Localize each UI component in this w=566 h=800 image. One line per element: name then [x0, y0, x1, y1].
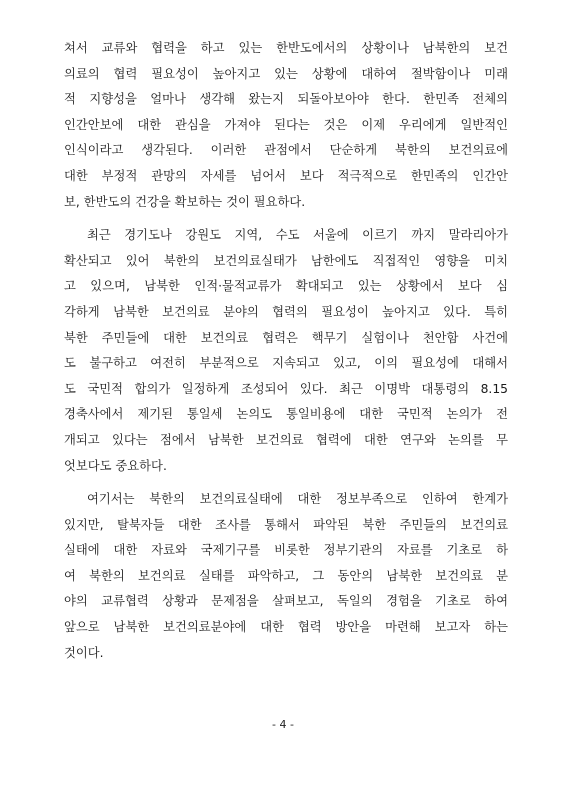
text-line: 도 국민적 합의가 일정하게 조성되어 있다. 최근 이명박 대통령의 8.15	[64, 381, 508, 396]
text-line: 대한 부정적 관망의 자세를 넘어서 보다 적극적으로 한민족의 인간안	[64, 168, 508, 183]
text-line: 고 있으며, 남북한 인적·물적교류가 확대되고 있는 상황에서 보다 심	[64, 279, 508, 294]
text-line: 여 북한의 보건의료 실태를 파악하고, 그 동안의 남북한 보건의료 분	[64, 568, 508, 583]
paragraph-3	[64, 487, 508, 666]
text-line: 최근 경기도나 강원도 지역, 수도 서울에 이르기 까지 말라리아가	[87, 228, 508, 243]
text-line: 실태에 대한 자료와 국제기구를 비롯한 정부기관의 자료를 기초로 하	[64, 543, 508, 558]
text-line: 여기서는 북한의 보건의료실태에 대한 정보부족으로 인하여 한계가	[87, 492, 508, 507]
paragraph-spacer	[64, 479, 508, 487]
text-line: 개되고 있다는 점에서 남북한 보건의료 협력에 대한 연구와 논의를 무	[64, 432, 508, 447]
paragraph-1	[64, 36, 508, 215]
text-line: 적 지향성을 얼마나 생각해 왔는지 되돌아보아야 한다. 한민족 전체의	[64, 92, 508, 107]
body-text	[64, 36, 508, 666]
text-line: 의료의 협력 필요성이 높아지고 있는 상황에 대하여 절박함이나 미래	[64, 66, 508, 81]
text-line: 경축사에서 제기된 통일세 논의도 통일비용에 대한 국민적 논의가 전	[64, 407, 508, 422]
page-number: - 4 -	[272, 718, 294, 731]
text-line: 도 불구하고 여전히 부분적으로 지속되고 있고, 이의 필요성에 대해서	[64, 356, 508, 371]
paragraph-spacer	[64, 215, 508, 223]
text-line: 인간안보에 대한 관심을 가져야 된다는 것은 이제 우리에게 일반적인	[64, 117, 508, 132]
text-line: 확산되고 있어 북한의 보건의료실태가 남한에도 직접적인 영향을 미치	[64, 253, 508, 268]
text-line: 것이다.	[64, 645, 104, 660]
text-line: 야의 교류협력 상황과 문제점을 살펴보고, 독일의 경험을 기초로 하여	[64, 594, 508, 609]
text-line: 북한 주민들에 대한 보건의료 협력은 핵무기 실험이나 천안함 사건에	[64, 330, 508, 345]
text-line: 쳐서 교류와 협력을 하고 있는 한반도에서의 상황이나 남북한의 보건	[64, 41, 508, 55]
text-line: 앞으로 남북한 보건의료분야에 대한 협력 방안을 마련해 보고자 하는	[64, 620, 508, 635]
text-line: 있지만, 탈북자들 대한 조사를 통해서 파악된 북한 주민들의 보건의료	[64, 517, 508, 532]
text-line: 각하게 남북한 보건의료 분야의 협력의 필요성이 높아지고 있다. 특히	[64, 304, 508, 319]
text-line: 엇보다도 중요하다.	[64, 458, 167, 473]
text-line: 인식이라고 생각된다. 이러한 관점에서 단순하게 북한의 보건의료에	[64, 143, 508, 158]
text-line: 보, 한반도의 건강을 확보하는 것이 필요하다.	[64, 194, 306, 209]
paragraph-2	[64, 223, 508, 479]
